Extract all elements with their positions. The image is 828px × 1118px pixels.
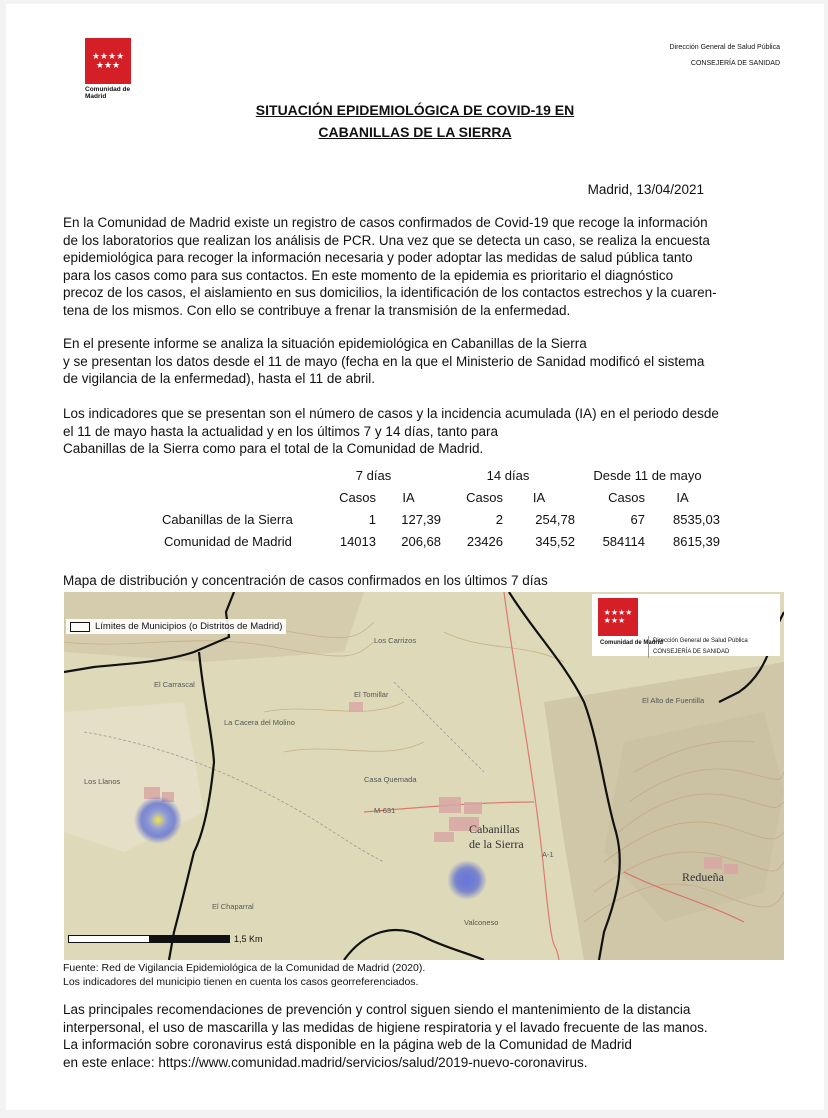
table-cell: 584114 — [602, 533, 645, 549]
text-line: el 11 de mayo hasta la actualidad y en los últimos 7 y 14 días, tanto para — [63, 423, 499, 439]
map-label: A-1 — [542, 850, 554, 859]
column-header: Casos — [466, 489, 503, 505]
map-label-town: Cabanillas de la Sierra — [469, 822, 524, 851]
map-label-town: Redueña — [682, 870, 724, 884]
header-department — [669, 40, 780, 72]
table-cell: 345,52 — [535, 533, 575, 549]
logo-org-name: Comunidad de Madrid — [85, 86, 131, 100]
analysis-paragraph — [63, 335, 803, 388]
intro-paragraph — [63, 214, 803, 319]
hotspot-marker — [447, 860, 487, 900]
map-label: M-631 — [374, 806, 396, 815]
indicators-paragraph — [63, 405, 803, 458]
source-line: Fuente: Red de Vigilancia Epidemiológica de la Comunidad de Madrid (2020). — [63, 962, 426, 974]
text-line: precoz de los casos, el aislamiento en sus domicilios, la identificación de los contactos estrechos y la cuaren- — [63, 285, 717, 300]
row-label: Comunidad de Madrid — [164, 533, 292, 549]
source-line: Los indicadores del municipio tienen en cuenta los casos georreferenciados. — [63, 976, 419, 988]
text-line: Los indicadores que se presentan son el número de casos y la incidencia acumulada (IA) en el periodo desde — [63, 406, 719, 421]
department-label: CONSEJERÍA DE SANIDAD — [690, 60, 780, 67]
text-line: La información sobre coronavirus está disponible en la página web de la Comunidad de Madrid — [63, 1037, 632, 1052]
period-header: 7 días — [355, 467, 392, 483]
report-date: Madrid, 13/04/2021 — [587, 182, 704, 197]
period-header: 14 días — [486, 467, 530, 483]
department-label: CONSEJERÍA DE SANIDAD — [653, 649, 730, 655]
map-label: El Carrascal — [154, 680, 195, 689]
map-logo-panel — [592, 594, 780, 656]
title-line: SITUACIÓN EPIDEMIOLÓGICA DE COVID-19 EN — [255, 102, 575, 118]
table-cell: 8535,03 — [673, 511, 720, 527]
column-header: Casos — [339, 489, 376, 505]
map-label: Los Carrizos — [374, 636, 417, 645]
text-line: en este enlace: https://www.comunidad.madrid/servicios/salud/2019-nuevo-coronavirus. — [63, 1054, 588, 1070]
map-label: El Tomillar — [354, 690, 389, 699]
map-label: El Alto de Fuentilla — [642, 696, 705, 705]
table-cell: 67 — [630, 511, 645, 527]
table-period-row — [156, 464, 720, 486]
column-header: Casos — [608, 489, 645, 505]
table-row — [156, 508, 720, 530]
table-cell: 254,78 — [535, 511, 575, 527]
table-subheader-row — [156, 486, 720, 508]
hotspot-marker — [134, 796, 182, 844]
map-label: Valconeso — [464, 918, 499, 927]
flag-stars-icon: ★★★★ ★★★ — [85, 38, 131, 84]
text-line: de los laboratorios que realizan los análisis de PCR. Una vez que se detecta un caso, se realiza la encuesta — [63, 232, 710, 248]
case-distribution-map — [64, 592, 784, 960]
directorate-label: Dirección General de Salud Pública — [669, 44, 780, 51]
scale-unit: Km — [249, 934, 263, 944]
table-cell: 8615,39 — [673, 533, 720, 549]
recommendations-paragraph — [63, 1001, 803, 1071]
column-header: IA — [402, 489, 415, 505]
text-line: interpersonal, el uso de mascarilla y las medidas de higiene respiratoria y el lavado frecuente de las manos. — [63, 1019, 708, 1035]
directorate-label: Dirección General de Salud Pública — [653, 638, 748, 644]
page-title — [6, 99, 824, 143]
text-line: tena de los mismos. Con ello se contribuye a frenar la transmisión de la enfermedad. — [63, 302, 571, 318]
boundary-swatch — [70, 622, 90, 632]
map-legend — [66, 619, 286, 634]
map-label: La Cacera del Molino — [224, 718, 295, 727]
stats-table — [156, 464, 720, 552]
table-cell: 1 — [368, 511, 376, 527]
map-label: El Chaparral — [212, 902, 254, 911]
text-line: En el presente informe se analiza la situación epidemiológica en Cabanillas de la Sierra — [63, 336, 587, 351]
legend-label: Límites de Municipios (o Distritos de Madrid) — [95, 621, 283, 632]
map-source — [63, 961, 425, 989]
map-scale — [68, 934, 263, 944]
table-cell: 206,68 — [401, 533, 441, 549]
column-header: IA — [676, 489, 689, 505]
table-cell: 23426 — [466, 533, 503, 549]
table-cell: 14013 — [339, 533, 376, 549]
map-logo-org-name: Comunidad de Madrid — [600, 640, 663, 646]
document-page — [6, 4, 824, 1110]
text-line: para los casos como para sus contactos. En este momento de la epidemia es prioritario el diagnóstico — [63, 267, 674, 283]
map-logo-department — [648, 636, 748, 658]
column-header: IA — [532, 489, 546, 505]
table-cell: 2 — [495, 511, 503, 527]
scale-bar — [68, 935, 230, 943]
flag-stars-icon: ★★★★ ★★★ — [598, 598, 638, 636]
period-header: Desde 11 de mayo — [593, 467, 702, 483]
text-line: epidemiológica para recoger la información necesaria y poder adoptar las medidas de salud pública tanto — [63, 250, 693, 265]
text-line: En la Comunidad de Madrid existe un registro de casos confirmados de Covid-19 que recoge la información — [63, 215, 708, 230]
text-line: y se presentan los datos desde el 11 de mayo (fecha en la que el Ministerio de Sanidad modificó el sistema — [63, 353, 705, 369]
scale-value: 1,5 — [234, 934, 247, 944]
map-label: Casa Quemada — [364, 775, 417, 784]
row-label: Cabanillas de la Sierra — [162, 511, 293, 527]
comunidad-madrid-logo — [85, 38, 133, 100]
title-line: CABANILLAS DE LA SIERRA — [318, 124, 512, 140]
map-title: Mapa de distribución y concentración de casos confirmados en los últimos 7 días — [63, 573, 548, 588]
text-line: Las principales recomendaciones de prevención y control siguen siendo el mantenimiento de la distancia — [63, 1002, 691, 1017]
table-row — [156, 530, 720, 552]
map-label: Los Llanos — [84, 777, 121, 786]
text-line: de vigilancia de la enfermedad), hasta el 11 de abril. — [63, 371, 375, 386]
text-line: Cabanillas de la Sierra como para el total de la Comunidad de Madrid. — [63, 441, 484, 456]
table-cell: 127,39 — [401, 511, 441, 527]
